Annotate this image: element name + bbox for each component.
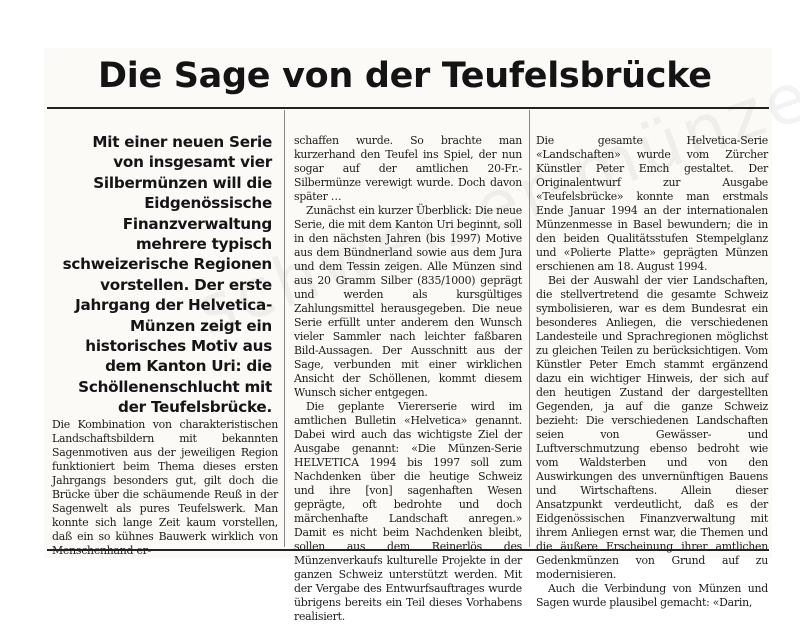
body-paragraph: Auch die Verbindung von Münzen und Sagen wurde plausibel gemacht: «Darin, — [536, 582, 768, 609]
body-paragraph: Zunächst ein kurzer Überblick: Die neue Serie, die mit dem Kanton Uri beginnt, soll in den nächsten Jahren (bis 1997) Motive aus dem Bündnerland sowie aus dem Jura und dem Tessin zeigen. Alle Münzen sind aus 20 Gramm Silber (835/1000) geprägt und werden als kursgültiges Zahlungsmittel herausgegeben. Die neue Serie erfüllt unter anderem den Wunsch vieler Sammler nach leichter faßbaren Bild-Aussagen. Der Ausschnitt aus der Sage, verbunden mit einer wirklichen Ansicht der Schöllenen, kommt diesem Wunsch sicher entgegen. — [294, 204, 522, 399]
body-paragraph: schaffen wurde. So brachte man kurzerhand den Teufel ins Spiel, der nun sogar auf der amtlichen 20-Fr.-Silbermünze verewigt wurde. Doch davon später … — [294, 134, 522, 203]
lead-paragraph: Mit einer neuen Serie von insgesamt vier Silbermünzen will die Eidgenössische Finanzverwaltung mehrere typisch schweizerische Regionen vorstellen. Der erste Jahrgang der Helvetica-Münzen zeigt ein historisches Motiv aus dem Kanton Uri: die Schöllenenschlucht mit der Teufelsbrücke. — [62, 133, 272, 417]
column-divider — [529, 110, 530, 547]
body-paragraph: Die gesamte Helvetica-Serie «Landschaften» wurde vom Zürcher Künstler Peter Emch gestaltet. Der Originalentwurf zur Ausgabe «Teufelsbrücke» konnte man erstmals Ende Januar 1994 an der internationalen Münzenmesse in Basel bewundern; die in den beiden Qualitätsstufen Stempelglanz und «Polierte Platte» geprägten Münzen erschienen am 18. August 1994. — [536, 134, 768, 273]
column-divider — [284, 110, 285, 547]
headline-rule — [47, 107, 769, 109]
article-column-1 — [52, 418, 278, 558]
body-paragraph: Die geplante Viererserie wird im amtlichen Bulletin «Helvetica» genannt. Dabei wird auch das wichtigste Ziel der Ausgabe genannt: «Die Münzen-Serie HELVETICA 1994 bis 1997 soll zum Nachdenken über die heutige Schweiz und ihre [von] sagenhaften Wesen geprägte, oft bedrohte und doch märchenhafte Landschaft anregen.» Damit es nicht beim Nachdenken bleibt, sollen aus dem Reinerlös des Münzenverkaufs kulturelle Projekte in der ganzen Schweiz unterstützt werden. Mit der Vergabe des Entwurfsauftrages wurde übrigens bereits ein Teil dieses Vorhabens realisiert. — [294, 400, 522, 623]
body-paragraph: Die Kombination von charakteristischen Landschaftsbildern mit bekannten Sagenmotiven aus der jeweiligen Region funktioniert beim Thema dieses ersten Jahrgangs besonders gut, gilt doch die Brücke über die schäumende Reuß in der Sagenwelt als pures Teufelswerk. Man konnte sich lange Zeit kaum vorstellen, daß ein so kühnes Bauwerk wirklich von Menschenhand er- — [52, 418, 278, 557]
bottom-rule — [47, 549, 769, 551]
article-column-3 — [536, 134, 768, 610]
body-paragraph: Bei der Auswahl der vier Landschaften, die stellvertretend die gesamte Schweiz symbolisieren, war es dem Bundesrat ein besonderes Anliegen, die verschiedenen Landesteile und Sprachregionen möglichst zu gleichen Teilen zu berücksichtigen. Vom Künstler Peter Emch stammt ergänzend dazu ein wichtiger Hinweis, der sich auf den heutigen Zustand der dargestellten Gegenden, ja auf die ganze Schweiz bezieht: Die verschiedenen Landschaften seien von Gewässer- und Luftverschmutzung ebenso bedroht wie vom Waldsterben und von den Auswirkungen des unvernünftigen Bauens und Wirtschaftens. Allein dieser Ansatzpunkt verdeutlicht, daß es der Eidgenössischen Finanzverwaltung mit ihrem Anliegen ernst war, die Themen und die äußere Erscheinung ihrer amtlichen Gedenkmünzen von Grund auf zu modernisieren. — [536, 274, 768, 581]
article-headline: Die Sage von der Teufelsbrücke — [98, 56, 712, 96]
